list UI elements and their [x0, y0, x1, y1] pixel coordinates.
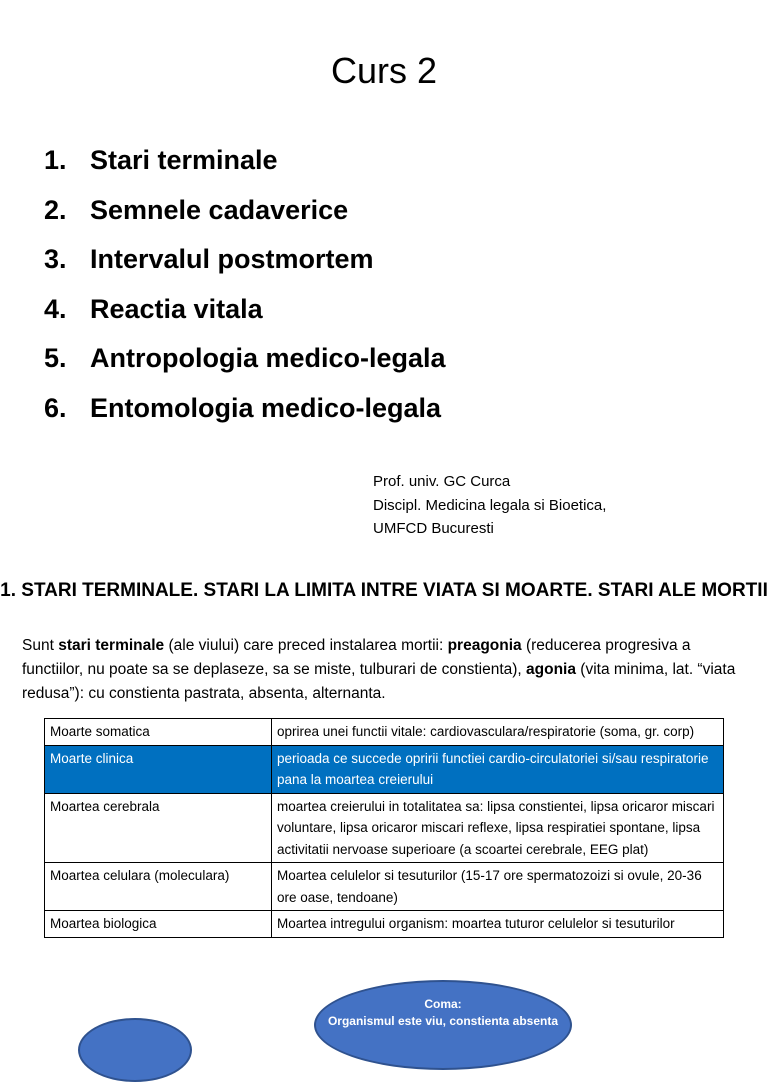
definition-cell: Moartea intregului organism: moartea tuturor celulelor si tesuturilor	[272, 911, 724, 938]
author-block	[373, 470, 606, 541]
list-number: 3.	[44, 244, 67, 274]
coma-ellipse	[314, 980, 572, 1070]
definition-cell: moartea creierului in totalitatea sa: lipsa constientei, lipsa oricaror miscari voluntare, lipsa oricaror miscari reflexe, lipsa respiratiei spontane, lipsa activitatii nervoase superioare (a scoartei cerebrale, EEG plat)	[272, 793, 724, 863]
intro-text: Sunt	[22, 637, 59, 654]
table-row	[45, 863, 724, 911]
ellipse-shape	[78, 1018, 192, 1082]
intro-paragraph	[22, 634, 752, 706]
agenda-list	[44, 138, 446, 435]
list-text: Intervalul postmortem	[90, 244, 374, 274]
section-heading: 1. STARI TERMINALE. STARI LA LIMITA INTRE VIATA SI MOARTE. STARI ALE MORTII	[0, 580, 768, 601]
author-line: Prof. univ. GC Curca	[373, 473, 511, 490]
term-cell: Moartea cerebrala	[45, 793, 272, 863]
definition-cell: oprirea unei functii vitale: cardiovasculara/respiratorie (soma, gr. corp)	[272, 719, 724, 746]
intro-text: (reducerea progresiva a functiilor, nu poate sa se deplaseze, sa se miste, tulburari de constienta),	[22, 637, 691, 678]
term-cell: Moartea celulara (moleculara)	[45, 863, 272, 911]
author-line: UMFCD Bucuresti	[373, 520, 494, 537]
intro-bold-term: preagonia	[447, 637, 522, 654]
definitions-table	[44, 718, 724, 938]
definition-cell: Moartea celulelor si tesuturilor (15-17 ore spermatozoizi si ovule, 20-36 ore oase, tendoane)	[272, 863, 724, 911]
term-cell: Moarte clinica	[45, 745, 272, 793]
list-item	[44, 287, 446, 337]
list-text: Entomologia medico-legala	[90, 392, 442, 423]
list-number: 4.	[44, 293, 67, 324]
table-row	[45, 793, 724, 863]
term-cell: Moartea biologica	[45, 911, 272, 938]
list-text: Semnele cadaverice	[90, 194, 349, 225]
list-text: Reactia vitala	[90, 293, 263, 324]
list-item	[44, 336, 446, 386]
intro-text: (ale viului) care preced instalarea mortii:	[164, 637, 448, 654]
intro-bold-term: stari terminale	[58, 637, 165, 654]
intro-bold-term: agonia	[526, 661, 576, 678]
author-line: Discipl. Medicina legala si Bioetica,	[373, 496, 607, 514]
table-row	[45, 911, 724, 938]
coma-text: Organismul este viu, constienta absenta	[327, 1014, 559, 1028]
list-number: 5.	[44, 343, 67, 373]
page-title: Curs 2	[330, 50, 438, 91]
list-text: Stari terminale	[90, 145, 278, 175]
coma-title: Coma:	[424, 997, 462, 1011]
list-item	[44, 386, 446, 436]
list-number: 6.	[44, 392, 67, 423]
list-number: 2.	[44, 194, 67, 225]
list-item	[44, 138, 446, 188]
table-row	[45, 719, 724, 746]
intro-text: (vita minima, lat. “viata redusa”): cu constienta pastrata, absenta, alternanta.	[22, 661, 736, 702]
slide-2	[0, 548, 768, 1028]
term-cell: Moarte somatica	[45, 719, 272, 746]
list-number: 1.	[44, 145, 67, 175]
list-text: Antropologia medico-legala	[90, 343, 446, 373]
table-row-highlighted	[45, 745, 724, 793]
definition-cell: perioada ce succede opririi functiei cardio-circulatoriei si/sau respiratorie pana la moartea creierului	[272, 745, 724, 793]
list-item	[44, 237, 446, 287]
list-item	[44, 188, 446, 238]
